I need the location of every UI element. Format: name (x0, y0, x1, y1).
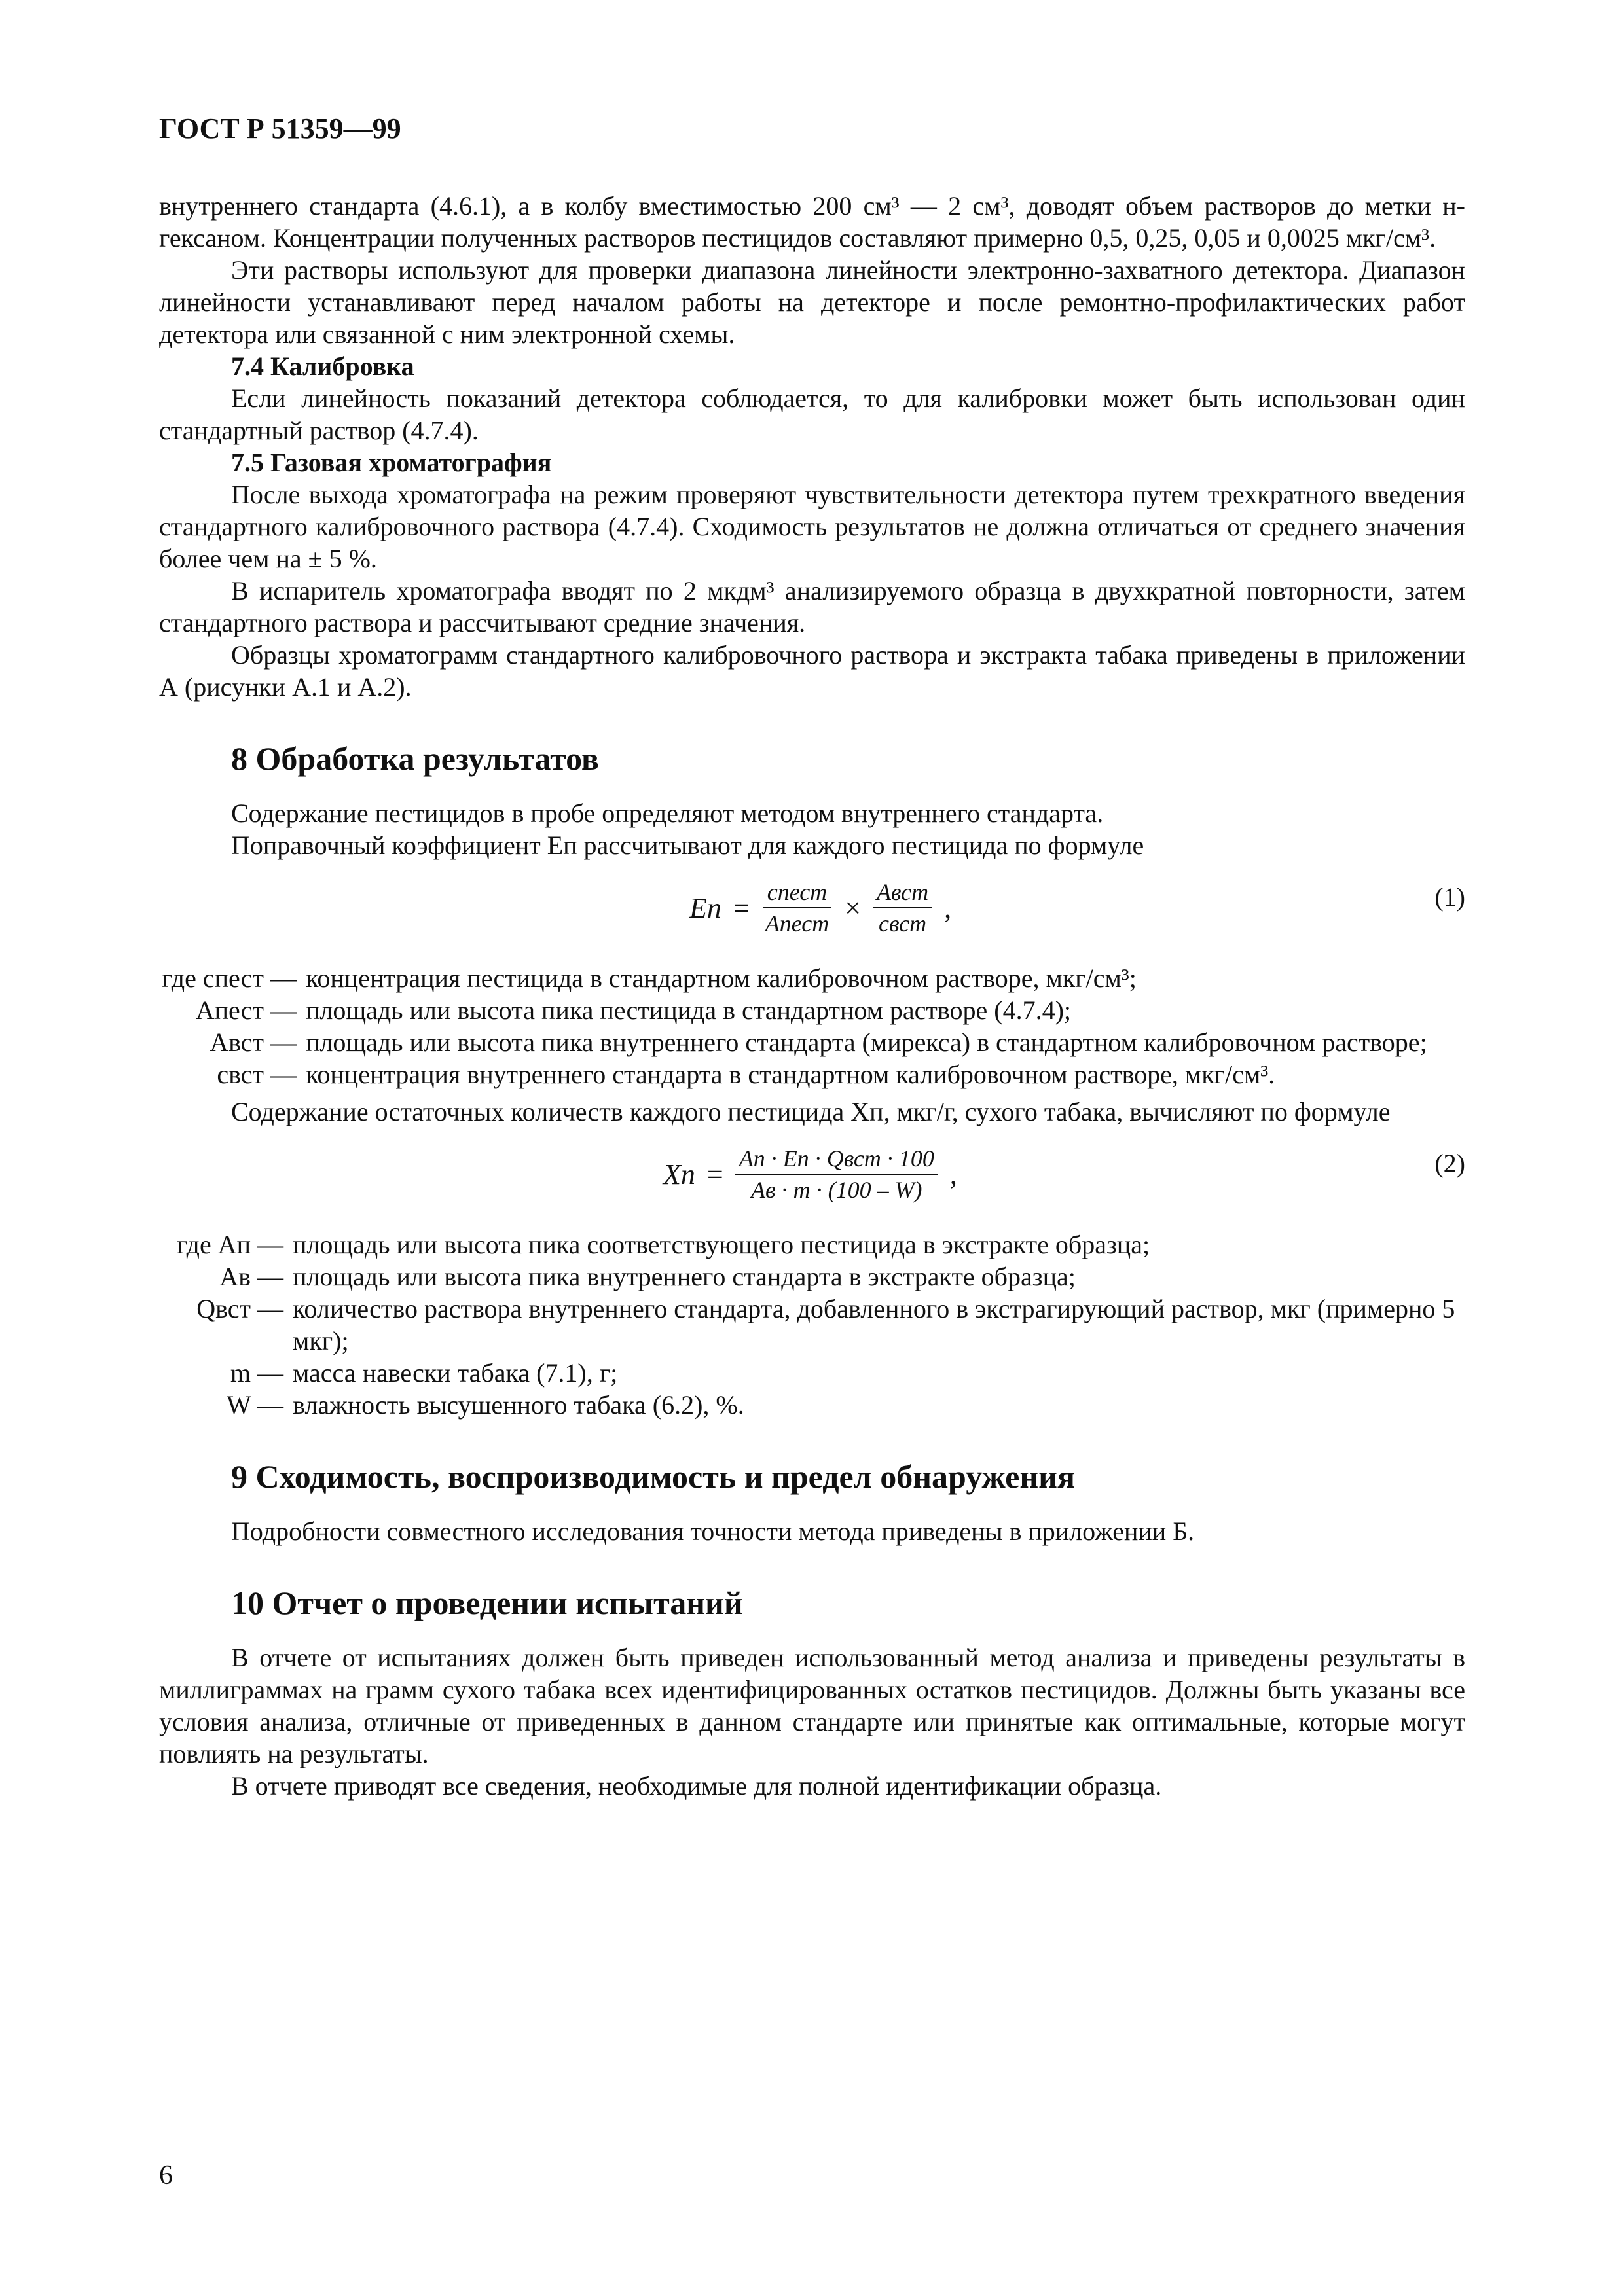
formula-1-equals: = (733, 891, 750, 924)
paragraph-report-2: В отчете приводят все сведения, необходимые для полной идентификации образца. (231, 1771, 1162, 1801)
formula-1-comma: , (944, 891, 952, 924)
paragraph-report-1: В отчете от испытаниях должен быть приведен использованный метод анализа и приведены результаты в миллиграммах на грамм сухого табака всех идентифицированных остатков пестицидов. Должны быть указаны все условия анализа, отличные от приведенных в данном стандарте или принятые как оптимальные, которые могут повлиять на результаты. (159, 1643, 1465, 1768)
section-title-10: 10 Отчет о проведении испытаний (231, 1585, 743, 1621)
subsection-title-7-5: 7.5 Газовая хроматография (231, 448, 552, 477)
paragraph-chromatography-1: После выхода хроматографа на режим проверяют чувствительности детектора путем трехкратного введения стандартного калибровочного раствора (4.7.4). Сходимость результатов не должна отличаться от среднего значения более чем на ± 5 %. (159, 480, 1465, 573)
formula-2-equals: = (706, 1158, 723, 1191)
formula-1 (159, 873, 1465, 950)
formula-1-lhs: Eп (689, 891, 721, 924)
paragraph-precision: Подробности совместного исследования точности метода приведены в приложении Б. (231, 1516, 1195, 1546)
section-title-8: 8 Обработка результатов (231, 740, 599, 777)
definition-symbol: где Aп — (177, 1230, 283, 1259)
definition-row (159, 1058, 1465, 1090)
definition-text: площадь или высота пика соответствующего пестицида в экстракте образца; (293, 1230, 1150, 1259)
subsection-title-7-4: 7.4 Калибровка (231, 351, 414, 381)
paragraph-results-3: Содержание остаточных количеств каждого пестицида Xп, мкг/г, сухого табака, вычисляют по формуле (231, 1097, 1391, 1126)
page-number: 6 (159, 2161, 173, 2191)
definition-row (159, 994, 1465, 1026)
definition-symbol: cвст — (217, 1060, 297, 1089)
formula-1-fraction-b (873, 878, 932, 937)
document-header: ГОСТ Р 51359—99 (159, 113, 401, 145)
definition-symbol: где cпест — (162, 963, 297, 993)
paragraph-results-2: Поправочный коэффициент Eп рассчитывают для каждого пестицида по формуле (231, 831, 1144, 860)
definition-row (159, 1026, 1465, 1058)
definition-row (159, 1229, 1465, 1261)
definition-symbol: Aпест — (195, 996, 297, 1025)
paragraph-calibration: Если линейность показаний детектора соблюдается, то для калибровки может быть использован один стандартный раствор (4.7.4). (159, 384, 1465, 445)
definition-text: концентрация внутреннего стандарта в стандартном калибровочном растворе, мкг/см³. (306, 1060, 1275, 1089)
formula-1-numerator-a: cпест (763, 878, 831, 908)
definition-row (159, 962, 1465, 994)
paragraph-results-1: Содержание пестицидов в пробе определяют методом внутреннего стандарта. (231, 798, 1104, 828)
formula-1-numerator-b: Aвст (873, 878, 932, 908)
definition-text: масса навески табака (7.1), г; (293, 1358, 618, 1388)
formula-1-denominator-a: Aпест (765, 910, 830, 937)
formula-1-times: × (845, 891, 862, 924)
definition-text: площадь или высота пика пестицида в стандартном растворе (4.7.4); (306, 996, 1072, 1025)
document-body (159, 190, 1465, 1802)
definition-symbol: Qвст — (196, 1294, 283, 1323)
paragraph-continued: внутреннего стандарта (4.6.1), а в колбу вместимостью 200 см³ — 2 см³, доводят объем растворов до метки н-гексаном. Концентрации полученных растворов пестицидов составляют примерно 0,5, 0,25, 0,05 и 0,0025 мкг/см³. (159, 191, 1465, 253)
paragraph-linearity: Эти растворы используют для проверки диапазона линейности электронно-захватного детектора. Диапазон линейности устанавливают перед началом работы на детекторе и после ремонтно-профилактических работ детектора или связанной с ним электронной схемы. (159, 255, 1465, 349)
definition-text: площадь или высота пика внутреннего стандарта в экстракте образца; (293, 1262, 1076, 1291)
definition-symbol: m — (230, 1358, 283, 1388)
formula-2-number: (2) (1434, 1149, 1465, 1178)
definition-row (159, 1357, 1465, 1389)
definition-text: количество раствора внутреннего стандарта, добавленного в экстрагирующий раствор, мкг (примерно 5 мкг); (293, 1294, 1455, 1355)
formula-2-fraction (735, 1145, 938, 1204)
formula-2-lhs: Xп (663, 1158, 695, 1191)
definition-row (159, 1261, 1465, 1293)
definition-row (159, 1293, 1465, 1357)
formula-2 (159, 1139, 1465, 1217)
definition-symbol: W — (226, 1390, 283, 1420)
formula-1-definitions (159, 962, 1465, 1090)
formula-1-number: (1) (1434, 882, 1465, 912)
formula-2-denominator: Aв · m · (100 – W) (750, 1177, 922, 1203)
section-title-9: 9 Сходимость, воспроизводимость и предел обнаружения (231, 1458, 1075, 1495)
formula-2-comma: , (949, 1158, 957, 1191)
formula-2-definitions (159, 1229, 1465, 1421)
definition-text: площадь или высота пика внутреннего стандарта (мирекса) в стандартном калибровочном растворе; (306, 1028, 1427, 1057)
paragraph-chromatography-3: Образцы хроматограмм стандартного калибровочного раствора и экстракта табака приведены в приложении А (рисунки А.1 и А.2). (159, 640, 1465, 702)
definition-text: влажность высушенного табака (6.2), %. (293, 1390, 744, 1420)
paragraph-chromatography-2: В испаритель хроматографа вводят по 2 мкдм³ анализируемого образца в двухкратной повторности, затем стандартного раствора и рассчитывают средние значения. (159, 576, 1465, 637)
definition-row (159, 1389, 1465, 1421)
definition-symbol: Aвст — (210, 1028, 297, 1057)
definition-symbol: Aв — (219, 1262, 283, 1291)
definition-text: концентрация пестицида в стандартном калибровочном растворе, мкг/см³; (306, 963, 1137, 993)
formula-2-numerator: Aп · Eп · Qвст · 100 (735, 1145, 938, 1175)
formula-1-fraction-a (761, 878, 833, 937)
formula-1-denominator-b: cвст (879, 910, 927, 937)
